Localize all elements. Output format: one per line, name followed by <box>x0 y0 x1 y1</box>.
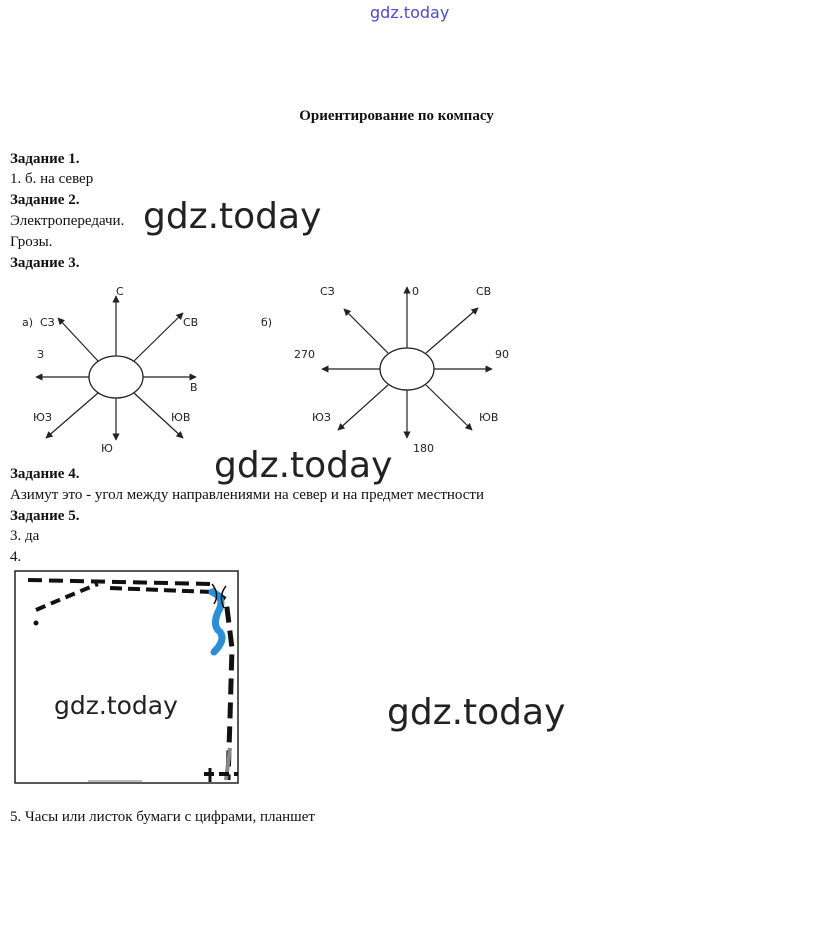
compass-a-label: а) <box>22 316 34 329</box>
task4-heading: Задание 4. <box>10 466 80 482</box>
task2-heading: Задание 2. <box>10 192 80 208</box>
task5-item4: 4. <box>10 549 22 565</box>
compass-b-northeast: СВ <box>476 285 492 298</box>
watermark-2: gdz.today <box>214 445 393 486</box>
compass-a-southwest: ЮЗ <box>33 411 52 424</box>
compass-rose-a <box>20 280 230 460</box>
task1-answer: 1. б. на север <box>10 171 94 187</box>
task1-heading: Задание 1. <box>10 151 80 167</box>
task2-line1: Электропередачи. <box>10 213 125 229</box>
compass-b-northwest: СЗ <box>320 285 335 298</box>
compass-a-west: З <box>37 348 45 361</box>
task2-line2: Грозы. <box>10 234 53 250</box>
task4-answer: Азимут это - угол между направлениями на север и на предмет местности <box>10 487 485 503</box>
watermark-3: gdz.today <box>54 691 178 720</box>
compass-b-north: 0 <box>412 285 419 298</box>
compass-b-southwest: ЮЗ <box>312 411 331 424</box>
page-title: Ориентирование по компасу <box>299 108 494 124</box>
task3-heading: Задание 3. <box>10 255 80 271</box>
compass-b-south: 180 <box>413 442 434 455</box>
watermark-1: gdz.today <box>143 196 322 237</box>
task5-item5: 5. Часы или листок бумаги с цифрами, планшет <box>10 809 315 825</box>
task5-item3: 3. да <box>10 528 40 544</box>
compass-b-southeast: ЮВ <box>479 411 499 424</box>
watermark-4: gdz.today <box>387 692 566 733</box>
compass-rose-b <box>258 280 518 460</box>
watermark-top: gdz.today <box>370 3 450 22</box>
compass-a-northwest: СЗ <box>40 316 55 329</box>
route-sketch <box>12 568 244 788</box>
compass-a-northeast: СВ <box>183 316 199 329</box>
compass-b-label: б) <box>261 316 273 329</box>
compass-a-south: Ю <box>101 442 113 455</box>
compass-a-southeast: ЮВ <box>171 411 191 424</box>
compass-b-west: 270 <box>294 348 315 361</box>
compass-a-north: С <box>116 285 124 298</box>
compass-a-east: В <box>190 381 198 394</box>
compass-b-east: 90 <box>495 348 509 361</box>
task5-heading: Задание 5. <box>10 508 80 524</box>
